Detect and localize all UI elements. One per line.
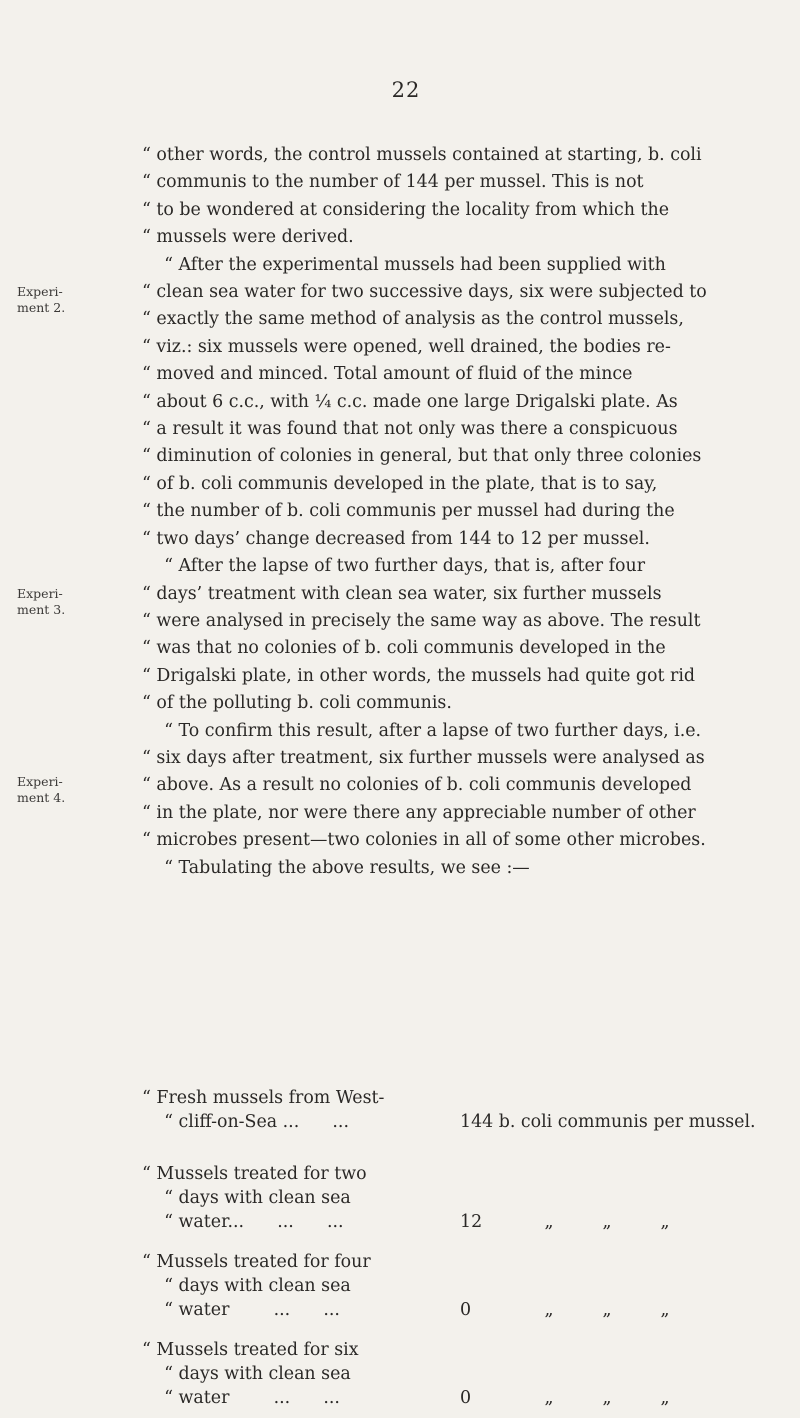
text-line: “ was that no colonies of b. coli communis developed in the <box>142 638 666 659</box>
margin-note-line: ment 2. <box>17 300 66 315</box>
text-line: “ microbes present—two colonies in all of some other microbes. <box>142 830 706 851</box>
margin-note-experiment-3 <box>17 586 77 618</box>
margin-note-line: ment 3. <box>17 602 66 617</box>
paragraph <box>142 142 792 252</box>
margin-note-line: Experi- <box>17 774 63 789</box>
table-row <box>142 1086 797 1146</box>
text-line: “ mussels were derived. <box>142 227 354 248</box>
table-row-description: “ water ... ... <box>142 1300 340 1320</box>
text-line: “ of the polluting b. coli communis. <box>142 693 452 714</box>
text-line: “ Tabulating the above results, we see :— <box>142 857 530 878</box>
text-line: “ clean sea water for two successive days, six were subjected to <box>142 282 707 303</box>
table-row-description: “ Mussels treated for two <box>142 1164 367 1184</box>
text-line: “ other words, the control mussels contained at starting, b. coli <box>142 145 702 165</box>
ditto-mark: „ <box>602 1388 612 1408</box>
paragraph <box>142 252 792 553</box>
text-line: “ diminution of colonies in general, but that only three colonies <box>142 446 702 467</box>
value-number: 0 <box>460 1388 472 1408</box>
results-table <box>142 1086 797 1418</box>
ditto-mark: „ <box>660 1212 670 1232</box>
text-line: “ days’ treatment with clean sea water, six further mussels <box>142 583 662 604</box>
text-line: “ the number of b. coli communis per mussel had during the <box>142 501 675 522</box>
text-line: “ a result it was found that not only was there a conspicuous <box>142 419 678 440</box>
text-line: “ in the plate, nor were there any appreciable number of other <box>142 802 696 823</box>
table-row-description: “ days with clean sea <box>142 1276 351 1296</box>
paragraph <box>142 553 792 717</box>
text-line: “ To confirm this result, after a lapse of two further days, i.e. <box>142 720 702 741</box>
text-line: “ After the lapse of two further days, that is, after four <box>142 556 646 577</box>
table-row <box>142 1338 797 1418</box>
table-row <box>142 1250 797 1330</box>
ditto-mark: „ <box>544 1300 554 1320</box>
ditto-mark: „ <box>660 1300 670 1320</box>
text-line: “ above. As a result no colonies of b. coli communis developed <box>142 775 692 796</box>
table-row-value <box>460 1386 694 1410</box>
table-row-description: “ cliff-on-Sea ... ... <box>142 1112 349 1132</box>
text-line: “ six days after treatment, six further mussels were analysed as <box>142 747 705 768</box>
ditto-mark: „ <box>602 1212 612 1232</box>
text-line: “ Drigalski plate, in other words, the mussels had quite got rid <box>142 665 696 686</box>
table-row-description: “ days with clean sea <box>142 1188 351 1208</box>
text-line: “ After the experimental mussels had been supplied with <box>142 254 666 275</box>
text-line: “ were analysed in precisely the same way as above. The result <box>142 610 701 631</box>
table-row-description: “ days with clean sea <box>142 1364 351 1384</box>
table-row-value <box>460 1210 694 1234</box>
value-number: 144 b. coli communis per mussel. <box>460 1112 756 1132</box>
ditto-mark: „ <box>544 1212 554 1232</box>
margin-note-experiment-4 <box>17 774 77 806</box>
table-row-value <box>460 1110 756 1134</box>
table-row <box>142 1162 797 1242</box>
table-row-description: “ water... ... ... <box>142 1212 344 1232</box>
text-line: “ to be wondered at considering the locality from which the <box>142 199 669 220</box>
text-line: “ two days’ change decreased from 144 to 12 per mussel. <box>142 528 650 549</box>
text-line: “ moved and minced. Total amount of fluid of the mince <box>142 364 633 385</box>
margin-note-line: ment 4. <box>17 790 66 805</box>
text-line: “ exactly the same method of analysis as the control mussels, <box>142 309 684 330</box>
margin-note-experiment-2 <box>17 284 77 316</box>
table-row-description: “ Mussels treated for four <box>142 1252 371 1272</box>
ditto-mark: „ <box>544 1388 554 1408</box>
text-line: “ communis to the number of 144 per mussel. This is not <box>142 172 644 193</box>
page-number: 22 <box>391 78 421 102</box>
text-line: “ viz.: six mussels were opened, well drained, the bodies re- <box>142 336 671 357</box>
text-line: “ about 6 c.c., with ¼ c.c. made one large Drigalski plate. As <box>142 391 678 412</box>
margin-note-line: Experi- <box>17 284 63 299</box>
table-row-description: “ water ... ... <box>142 1388 340 1408</box>
table-row-description: “ Mussels treated for six <box>142 1340 359 1360</box>
paragraph <box>142 718 792 855</box>
ditto-mark: „ <box>602 1300 612 1320</box>
paragraph <box>142 855 792 882</box>
margin-note-line: Experi- <box>17 586 63 601</box>
table-row-description: “ Fresh mussels from West- <box>142 1088 385 1108</box>
body-text <box>142 142 792 882</box>
value-number: 0 <box>460 1300 472 1320</box>
ditto-mark: „ <box>660 1388 670 1408</box>
value-number: 12 <box>460 1212 483 1232</box>
text-line: “ of b. coli communis developed in the plate, that is to say, <box>142 473 658 494</box>
table-row-value <box>460 1298 694 1322</box>
